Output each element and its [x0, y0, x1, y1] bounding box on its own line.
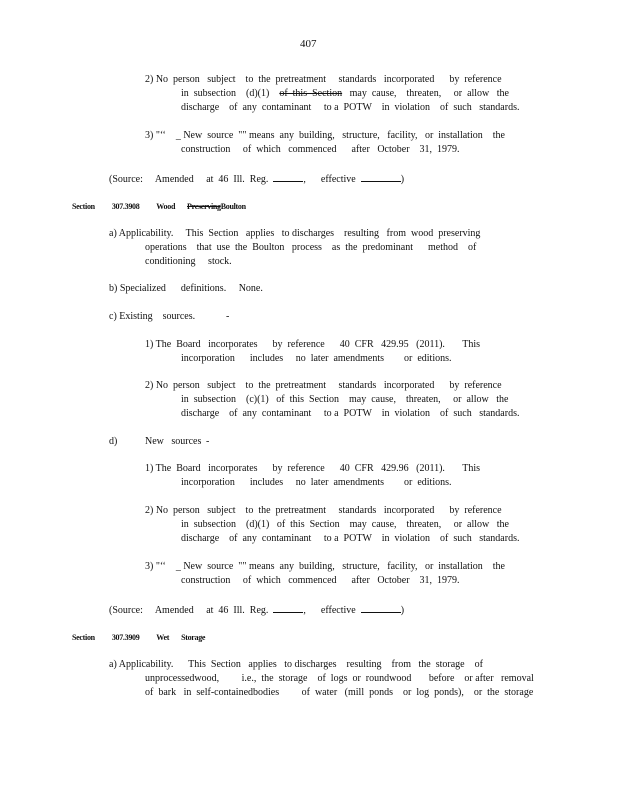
c-item-2-line-3: discharge of any contaminant to a POTW in violation of such standards.: [181, 408, 520, 419]
section-title-end: Storage: [181, 633, 206, 642]
section-label: Section: [72, 633, 95, 642]
section-label: Section: [72, 202, 95, 211]
item-2-line-1: 2) No person subject to the pretreatment standards incorporated by reference: [145, 74, 502, 85]
d-item-1-line-2: incorporation includes no later amendments or editions.: [181, 477, 452, 488]
c-item-1-line-1: 1) The Board incorporates by reference 40 CFR 429.95 (2011). This: [145, 339, 481, 350]
source-note-prefix: (Source: Amended at 46 Ill. Reg.: [109, 174, 269, 185]
section-heading-3908: [72, 201, 246, 213]
subsection-c-heading: c) Existing sources.: [109, 311, 196, 322]
item-3-line-1: 3) "‘‘ _ New source "" means any building, structure, facility, or installation the: [145, 130, 505, 141]
item-3-line-2: construction of which commenced after October 31, 1979.: [181, 144, 460, 155]
subsection-a-line-1: a) Applicability. This Section applies to discharges resulting from the storage of: [109, 659, 483, 670]
section-title: Wood: [156, 202, 176, 211]
item-2-line-2: [181, 88, 509, 100]
blank-line: [273, 603, 303, 613]
subsection-a-line-3: of bark in self-containedbodies of water (mill ponds or log ponds), or the storage: [145, 687, 534, 698]
struck-text: Preserving: [187, 202, 221, 211]
subsection-d-heading: New sources: [145, 436, 202, 447]
section-title: Wet: [156, 633, 170, 642]
d-item-3-line-1: 3) "‘‘ _ New source "" means any building, structure, facility, or installation the: [145, 561, 505, 572]
subsection-a-line-3: conditioning stock.: [145, 256, 232, 267]
blank-line: [361, 172, 401, 182]
d-item-2-line-1: 2) No person subject to the pretreatment standards incorporated by reference: [145, 505, 502, 516]
subsection-a-line-2: operations that use the Boulton process as the predominant method of: [145, 242, 477, 253]
c-item-1-line-2: incorporation includes no later amendments or editions.: [181, 353, 452, 364]
source-note-prefix: (Source: Amended at 46 Ill. Reg.: [109, 605, 269, 616]
d-item-2-line-3: discharge of any contaminant to a POTW in violation of such standards.: [181, 533, 520, 544]
d-item-2-line-2: in subsection (d)(1) of this Section may cause, threaten, or allow the: [181, 519, 509, 530]
blank-line: [361, 603, 401, 613]
source-note: [109, 172, 404, 186]
c-item-2-line-2: in subsection (c)(1) of this Section may cause, threaten, or allow the: [181, 394, 509, 405]
source-note-close: ): [400, 605, 405, 616]
c-item-2-line-1: 2) No person subject to the pretreatment standards incorporated by reference: [145, 380, 502, 391]
source-note-effective: , effective: [303, 174, 356, 185]
subsection-a-line-1: a) Applicability. This Section applies to discharges resulting from wood preserving: [109, 228, 481, 239]
section-number: 307.3909: [111, 633, 140, 642]
item-2-line-2-start: in subsection (d)(1): [181, 88, 280, 99]
source-note-close: ): [400, 174, 405, 185]
section-heading-3909: [72, 632, 205, 644]
source-note-effective: , effective: [303, 605, 356, 616]
dash-mark: -: [226, 311, 230, 322]
dash-mark: -: [206, 436, 210, 447]
d-item-1-line-1: 1) The Board incorporates by reference 40 CFR 429.96 (2011). This: [145, 463, 481, 474]
blank-line: [273, 172, 303, 182]
struck-text: of this Section: [279, 88, 343, 99]
source-note: [109, 603, 404, 617]
item-2-line-3: discharge of any contaminant to a POTW in violation of such standards.: [181, 102, 520, 113]
subsection-d-label: d): [109, 436, 118, 447]
section-number: 307.3908: [111, 202, 140, 211]
d-item-3-line-2: construction of which commenced after October 31, 1979.: [181, 575, 460, 586]
page-number: 407: [300, 38, 317, 50]
item-2-line-2-end: may cause, threaten, or allow the: [342, 88, 509, 99]
section-title-end: Boulton: [220, 202, 246, 211]
subsection-b: b) Specialized definitions. None.: [109, 283, 263, 294]
subsection-a-line-2: unprocessedwood, i.e., the storage of logs or roundwood before or after removal: [145, 673, 534, 684]
